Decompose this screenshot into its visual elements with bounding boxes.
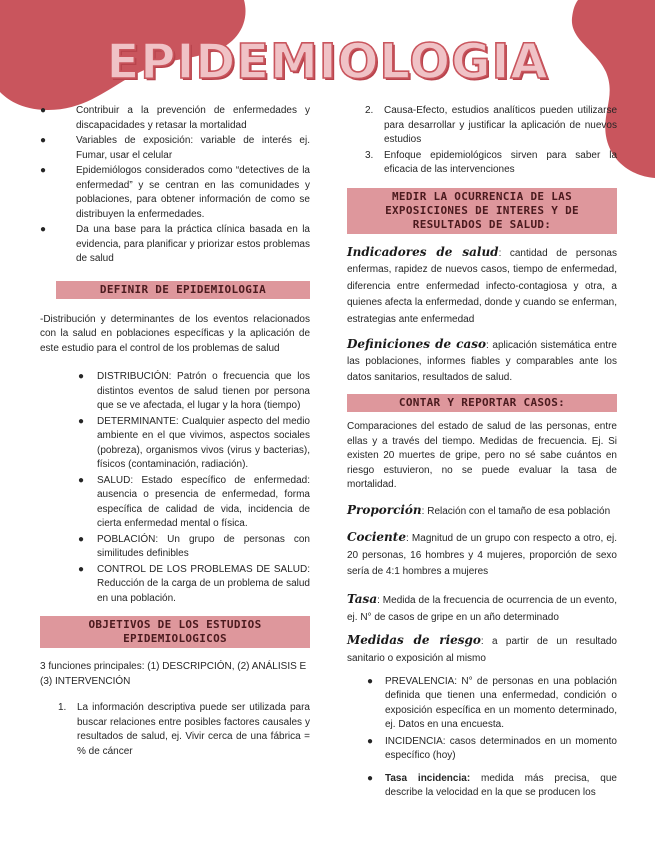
section-header-contar: CONTAR Y REPORTAR CASOS: xyxy=(347,394,617,412)
term-indicadores: Indicadores de salud xyxy=(347,244,499,259)
term-definiciones: Definiciones de caso xyxy=(347,337,486,351)
list-item: ● CONTROL DE LOS PROBLEMAS DE SALUD: Reducción de la carga de un problema de salud en una población. xyxy=(78,563,310,604)
list-item: ● SALUD: Estado específico de enfermedad: ausencia o presencia de enfermedad, forma específica de calidad de vida, incidencia de cierta enfermedad mental o física. xyxy=(78,474,310,529)
objetivos-numbered-list xyxy=(40,701,310,759)
section-header-medir: MEDIR LA OCURRENCIA DE LAS EXPOSICIONES DE INTERES Y DE RESULTADOS DE SALUD: xyxy=(347,188,617,234)
riesgo-bullet-list xyxy=(347,675,617,801)
section-header-definir: DEFINIR DE EPIDEMIOLOGIA xyxy=(56,281,310,299)
define-paragraph: -Distribución y determinantes de los eventos relacionados con la salud en poblaciones específicas y la aplicación de este estudio para el control de los problemas de salud xyxy=(40,313,310,354)
objetivos-numbered-list-continued xyxy=(347,104,617,178)
cociente-paragraph: Cociente: Magnitud de un grupo con respecto a otro, ej. 20 personas, 16 hombres y 4 mujeres, proporción de sexo sería de 4:1 hombres a mujeres xyxy=(347,530,617,577)
list-item: ● INCIDENCIA: casos determinados en un momento específico (hoy) xyxy=(367,735,617,761)
indicadores-paragraph: Indicadores de salud: cantidad de personas enfermas, rapidez de nuevos casos, tiempo de enfermedad, diferencia entre enfermedad infecto-contagiosa y otra, a quienes afecta la enfermedad, donde y cuando se enferman, estrategias ante enfermedad xyxy=(347,244,617,325)
list-item: 1. La información descriptiva puede ser utilizada para buscar relaciones entre posibles factores causales y resultados de salud, ej. Vivir cerca de una fábrica = % de cáncer xyxy=(58,702,310,757)
term-tasa: Tasa xyxy=(347,591,378,606)
list-item: 2. Causa-Efecto, estudios analíticos pueden utilizarse para desarrollar y justificar la aplicación de nuevos estudios xyxy=(365,105,617,145)
term-proporcion: Proporción xyxy=(347,502,422,517)
list-item: ● Variables de exposición: variable de interés ej. Fumar, usar el celular xyxy=(40,135,310,161)
list-item: ● DETERMINANTE: Cualquier aspecto del medio ambiente en el que vivimos, aspectos sociales (pobreza), organismos vivos (virus y bacterias), físicos (contaminación, radiación). xyxy=(78,415,310,470)
list-item: ● POBLACIÓN: Un grupo de personas con similitudes definibles xyxy=(78,533,310,559)
list-item: ● Epidemiólogos considerados como “detectives de la enfermedad” y se centran en las comunidades y poblaciones, para obtener información de como se distribuyen la enfermedades. xyxy=(40,165,310,220)
list-item: ● PREVALENCIA: N° de personas en una población definida que tienen una enfermedad, condición o exposición específica en un momento determinado, ej. Datos en una encuesta. xyxy=(367,675,617,730)
tasa-paragraph: Tasa: Medida de la frecuencia de ocurrencia de un evento, ej. N° de casos de gripe en un año determinado xyxy=(347,591,617,623)
contar-paragraph: Comparaciones del estado de salud de las personas, entre ellas y a través del tiempo. Medidas de frecuencia. Ej. Si existen 20 muertes de gripe, pero no sé sabe cuántos en riesgo estuvieron, no se puede evaluar la tasa de mortalidad. xyxy=(347,421,617,490)
term-cociente: Cociente xyxy=(347,530,406,544)
intro-bullet-list xyxy=(40,104,310,267)
left-column xyxy=(40,104,310,760)
list-item: ● Tasa incidencia: medida más precisa, que describe la velocidad en la que se producen los xyxy=(367,772,617,798)
proporcion-paragraph: Proporción: Relación con el tamaño de esa población xyxy=(347,502,611,517)
definiciones-paragraph: Definiciones de caso: aplicación sistemática entre las poblaciones, informes fiables y comparables ante los datos sanitarios, resultados de salud. xyxy=(347,337,617,383)
list-item: ● Da una base para la práctica clínica basada en la evidencia, para planificar y priorizar estos problemas de salud xyxy=(40,224,310,264)
define-bullet-list xyxy=(40,370,310,606)
section-header-objetivos: OBJETIVOS DE LOS ESTUDIOS EPIDEMIOLOGICOS xyxy=(40,616,310,648)
page-title: EPIDEMIOLOGIA xyxy=(106,34,549,90)
term-medidas-riesgo: Medidas de riesgo xyxy=(347,632,481,647)
riesgo-paragraph: Medidas de riesgo: a partir de un resultado sanitario o exposición al mismo xyxy=(347,632,617,664)
list-item: 3. Enfoque epidemiológicos sirven para saber la eficacia de las intervenciones xyxy=(365,149,617,175)
list-item: ● DISTRIBUCIÓN: Patrón o frecuencia que los distintos eventos de salud tienen por persona que se ve afectada, el lugar y la hora (tiempo) xyxy=(78,371,310,411)
right-column xyxy=(347,104,617,803)
list-item: ● Contribuir a la prevención de enfermedades y discapacidades y retasar la mortalidad xyxy=(40,105,310,131)
objetivos-paragraph: 3 funciones principales: (1) DESCRIPCIÓN, (2) ANÁLISIS E (3) INTERVENCIÓN xyxy=(40,661,307,687)
